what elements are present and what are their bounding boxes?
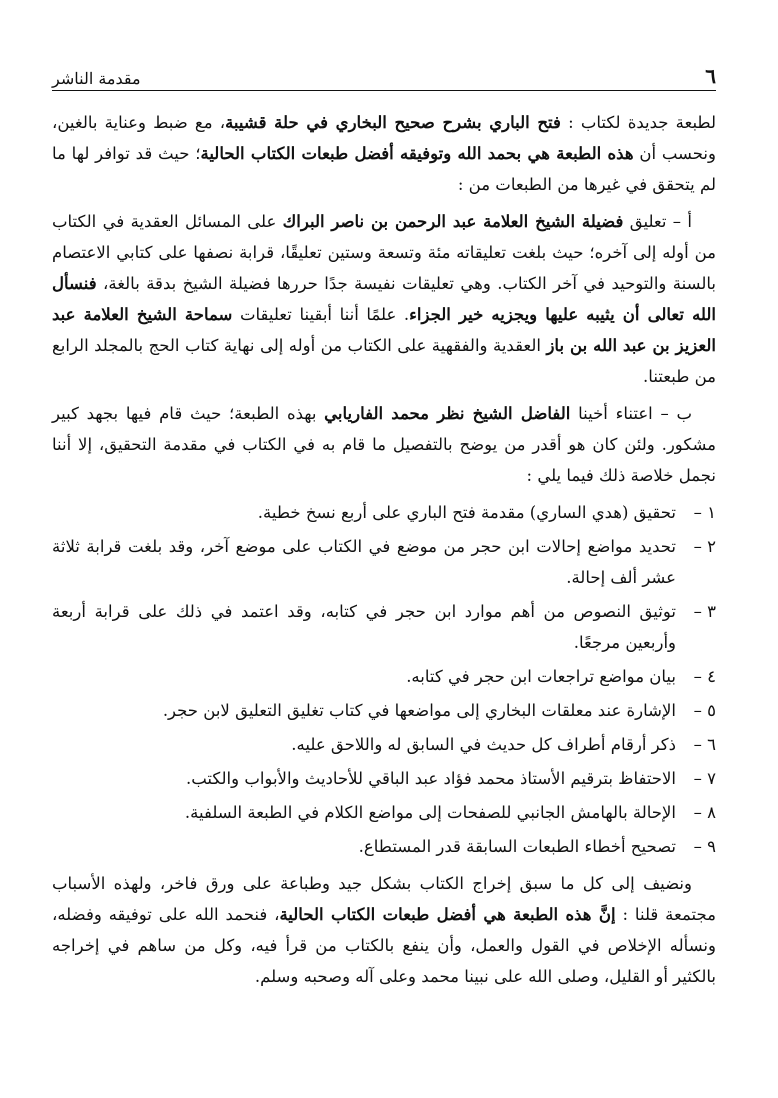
intro-lead: لطبعة جديدة لكتاب :: [560, 113, 716, 132]
list-item-text: بيان مواضع تراجعات ابن حجر في كتابه.: [406, 667, 676, 686]
list-item-text: تحديد مواضع إحالات ابن حجر من موضع في الكتاب على موضع آخر، وقد بلغت قرابة ثلاثة عشر ألف إحالة.: [52, 537, 676, 587]
intro-paragraph: [52, 107, 716, 200]
section-a-tail: العقدية والفقهية على الكتاب من أوله إلى نهاية كتاب الحج بالمجلد الرابع من طبعتنا.: [52, 336, 716, 386]
list-item-text: الإحالة بالهامش الجانبي للصفحات إلى مواضع الكلام في الطبعة السلفية.: [184, 803, 676, 822]
list-item: [52, 763, 716, 794]
intro-after-title: ، مع ضبط وعناية بالغين، ونحسب أن: [52, 113, 716, 163]
page-number: ٦: [705, 64, 716, 88]
list-item-text: ذكر أرقام أطراف كل حديث في السابق له واللاحق عليه.: [291, 735, 676, 754]
list-item-number: ٥ –: [693, 701, 716, 720]
closing-tail: ، فنحمد الله على توفيقه وفضله، ونسأله الإخلاص في القول والعمل، وأن ينفع بالكتاب من قرأ فيه، وكل من ساهم في إخراجه بالكثير أو القليل، وصلى الله على نبينا محمد وعلى آله وصحبه وسلم.: [52, 905, 716, 986]
intro-highlight: هذه الطبعة هي بحمد الله وتوفيقه أفضل طبعات الكتاب الحالية: [200, 144, 634, 163]
closing-paragraph: [52, 868, 716, 992]
list-item-number: ٩ –: [693, 837, 716, 856]
section-a-bold3: سماحة الشيخ العلامة عبد العزيز بن عبد الله بن باز: [52, 305, 716, 355]
list-item-number: ٣ –: [693, 602, 716, 621]
section-b-lead: ب – اعتناء أخينا: [570, 404, 692, 423]
list-item-number: ٨ –: [693, 803, 716, 822]
list-item: [52, 531, 716, 593]
section-b-paragraph: [52, 398, 716, 491]
list-item-text: تحقيق (هدي الساري) مقدمة فتح الباري على أربع نسخ خطية.: [257, 503, 676, 522]
list-item-number: ٤ –: [693, 667, 716, 686]
list-item: [52, 831, 716, 862]
page-body: [52, 107, 716, 992]
list-item-text: تصحيح أخطاء الطبعات السابقة قدر المستطاع.: [358, 837, 676, 856]
list-item: [52, 661, 716, 692]
list-item: [52, 497, 716, 528]
section-a-lead: أ – تعليق: [623, 212, 692, 231]
list-item-number: ٢ –: [693, 537, 716, 556]
running-title: مقدمة الناشر: [52, 69, 141, 88]
list-item-number: ٦ –: [693, 735, 716, 754]
contributions-list: [52, 497, 716, 862]
closing-bold: إنَّ هذه الطبعة هي أفضل طبعات الكتاب الحالية: [279, 905, 616, 924]
list-item: [52, 695, 716, 726]
closing-lead: ونضيف إلى كل ما سبق إخراج الكتاب بشكل جيد وطباعة على ورق فاخر، ولهذه الأسباب مجتمعة قلنا :: [52, 874, 716, 924]
list-item-number: ١ –: [693, 503, 716, 522]
section-a-mid2: . علمًا أننا أبقينا تعليقات: [232, 305, 410, 324]
section-b-tail: بهذه الطبعة؛ حيث قام فيها بجهد كبير مشكور. ولئن كان هو أقدر من يوضح بالتفصيل ما قام به في الكتاب في مقدمة التحقيق، إلا أننا نجمل خلاصة ذلك فيما يلي :: [52, 404, 716, 485]
section-a-bold2: فنسأل الله تعالى أن يثيبه عليها ويجزيه خير الجزاء: [52, 274, 717, 324]
section-b-bold1: الفاضل الشيخ نظر محمد الفاريابي: [324, 404, 571, 423]
book-title: فتح الباري بشرح صحيح البخاري في حلة قشيبة: [225, 113, 561, 132]
list-item: [52, 729, 716, 760]
list-item-text: توثيق النصوص من أهم موارد ابن حجر في كتابه، وقد اعتمد في ذلك على قرابة أربعة وأربعين مرجعًا.: [52, 602, 676, 652]
page-header: [52, 58, 716, 91]
section-a-bold1: فضيلة الشيخ العلامة عبد الرحمن بن ناصر البراك: [282, 212, 624, 231]
section-a-paragraph: [52, 206, 716, 392]
list-item: [52, 797, 716, 828]
list-item-text: الإشارة عند معلقات البخاري إلى مواضعها في كتاب تغليق التعليق لابن حجر.: [162, 701, 676, 720]
intro-tail: ؛ حيث قد توافر لها ما لم يتحقق في غيرها من الطبعات من :: [52, 144, 716, 194]
section-a-mid: على المسائل العقدية في الكتاب من أوله إلى آخره؛ حيث بلغت تعليقاته مئة وتسعة وستين تعليقًا، قرابة نصفها على كتابي الاعتصام بالسنة والتوحيد في آخر الكتاب. وهي تعليقات نفيسة جدًا حررها فضيلة الشيخ بدقة بالغة،: [52, 212, 716, 293]
list-item-number: ٧ –: [693, 769, 716, 788]
list-item-text: الاحتفاظ بترقيم الأستاذ محمد فؤاد عبد الباقي للأحاديث والأبواب والكتب.: [185, 769, 676, 788]
list-item: [52, 596, 716, 658]
